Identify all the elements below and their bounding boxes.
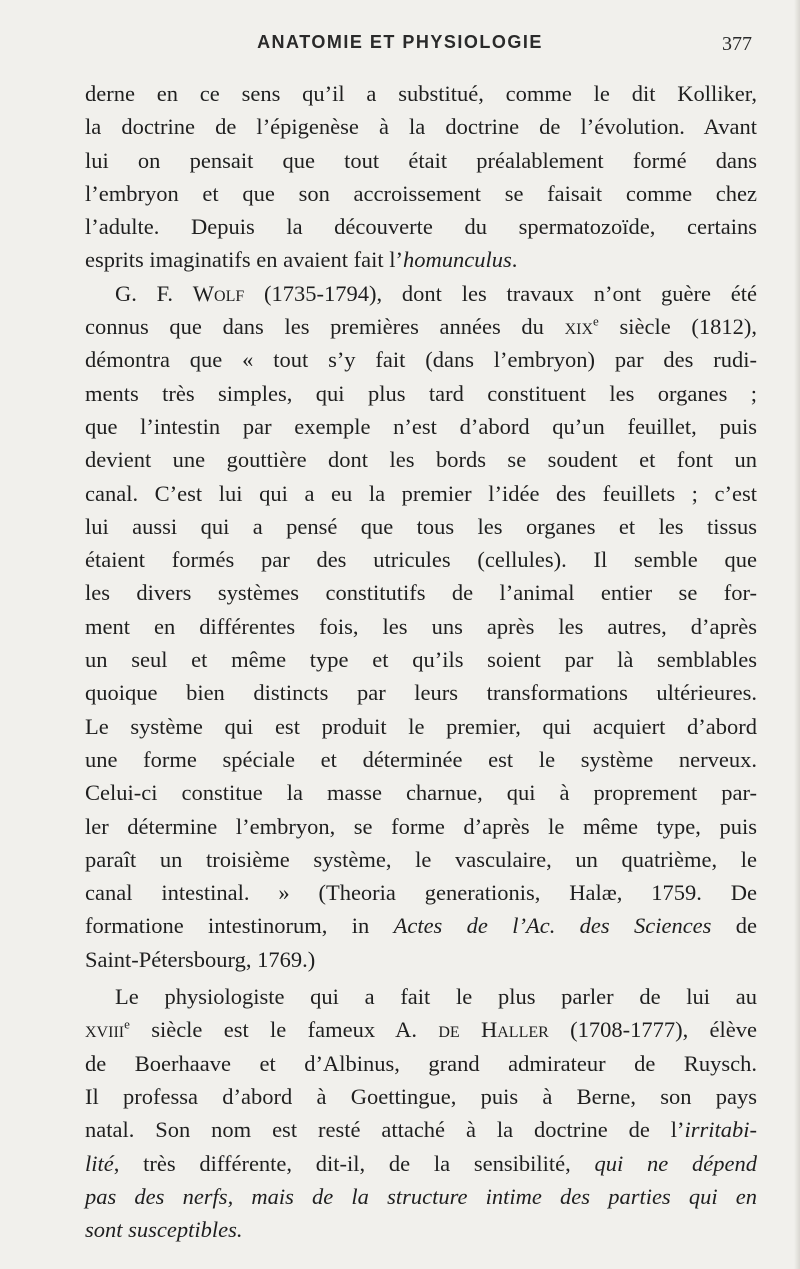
page-number: 377	[722, 33, 752, 55]
text-line: ler détermine l’embryon, se forme d’après le même type, puis	[85, 813, 757, 839]
italic-quote: qui ne dépend	[594, 1150, 758, 1176]
text-line: lui aussi qui a pensé que tous les organes et les tissus	[85, 513, 757, 539]
text-line: G. F. Wolf (1735-1794), dont les travaux n’ont guère été	[115, 280, 758, 306]
text-line: devient une gouttière dont les bords se soudent et font un	[85, 447, 757, 473]
page-edge-shadow	[794, 0, 800, 1269]
text-line: connus que dans les premières années du xix$^e$ siècle (1812),	[85, 313, 757, 340]
century-numeral: xviii	[85, 1017, 125, 1043]
text-line: formatione intestinorum, in Actes de l’Ac. des Sciences de	[85, 913, 758, 939]
text-line: que l’intestin par exemple n’est d’abord qu’un feuillet, puis	[85, 413, 757, 439]
body-text	[85, 77, 757, 1246]
text-line: canal intestinal. » (Theoria generationis, Halæ, 1759. De	[85, 880, 757, 906]
italic-term: irritabi-	[684, 1117, 757, 1143]
italic-title: Actes de l’Ac. des Sciences	[393, 913, 712, 939]
text-line: Le système qui est produit le premier, qui acquiert d’abord	[85, 713, 757, 739]
author-name: Wolf	[192, 280, 245, 306]
italic-term: lité	[85, 1150, 114, 1176]
text-line: lité, très différente, dit-il, de la sensibilité, qui ne dépend	[85, 1150, 758, 1176]
text-line: canal. C’est lui qui a eu la premier l’idée des feuillets ; c’est	[85, 480, 757, 506]
text-line: natal. Son nom est resté attaché à la doctrine de l’irritabi-	[85, 1117, 757, 1143]
italic-quote: sont susceptibles.	[85, 1217, 243, 1243]
text-line: Celui-ci constitue la masse charnue, qui à proprement par-	[85, 780, 757, 806]
text-line: lui on pensait que tout était préalablement formé dans	[85, 147, 757, 173]
text-line: une forme spéciale et déterminée est le système nerveux.	[85, 746, 757, 772]
text-line: Il professa d’abord à Goettingue, puis à Berne, son pays	[85, 1083, 757, 1109]
text-line: xviii$^e$ siècle est le fameux A. de Haller (1708-1777), élève	[85, 1016, 758, 1043]
text-line: quoique bien distincts par leurs transformations ultérieures.	[85, 680, 757, 706]
text-line	[85, 1180, 757, 1213]
text-line: esprits imaginatifs en avaient fait l’homunculus.	[85, 247, 518, 273]
text-line: l’adulte. Depuis la découverte du spermatozoïde, certains	[85, 214, 757, 240]
text-line: Le physiologiste qui a fait le plus parler de lui au	[115, 984, 757, 1010]
text-line	[85, 1213, 757, 1246]
text-line: ments très simples, qui plus tard constituent les organes ;	[85, 380, 757, 406]
text-line: derne en ce sens qu’il a substitué, comme le dit Kolliker,	[85, 81, 757, 106]
text-line: paraît un troisième système, le vasculaire, un quatrième, le	[85, 846, 757, 872]
italic-term: homunculus	[403, 247, 512, 273]
text-line: Saint-Pétersbourg, 1769.)	[85, 946, 316, 972]
text-line: étaient formés par des utricules (cellules). Il semble que	[85, 547, 757, 573]
text-line: démontra que « tout s’y fait (dans l’embryon) par des rudi-	[85, 347, 757, 373]
text-line: les divers systèmes constitutifs de l’animal entier se for-	[85, 580, 757, 606]
text-line: de Boerhaave et d’Albinus, grand admirateur de Ruysch.	[85, 1050, 757, 1076]
text-line: la doctrine de l’épigenèse à la doctrine de l’évolution. Avant	[85, 114, 757, 140]
running-title: ANATOMIE ET PHYSIOLOGIE	[257, 32, 543, 52]
running-head	[0, 30, 800, 60]
text-line: l’embryon et que son accroissement se faisait comme chez	[85, 180, 757, 206]
text-line: un seul et même type et qu’ils soient par là semblables	[85, 647, 757, 673]
author-name: de Haller	[438, 1017, 549, 1043]
century-numeral: xix	[564, 314, 594, 340]
italic-quote: pas des nerfs, mais de la structure intime des parties qui en	[85, 1183, 757, 1209]
text-line: ment en différentes fois, les uns après les autres, d’après	[85, 613, 757, 639]
